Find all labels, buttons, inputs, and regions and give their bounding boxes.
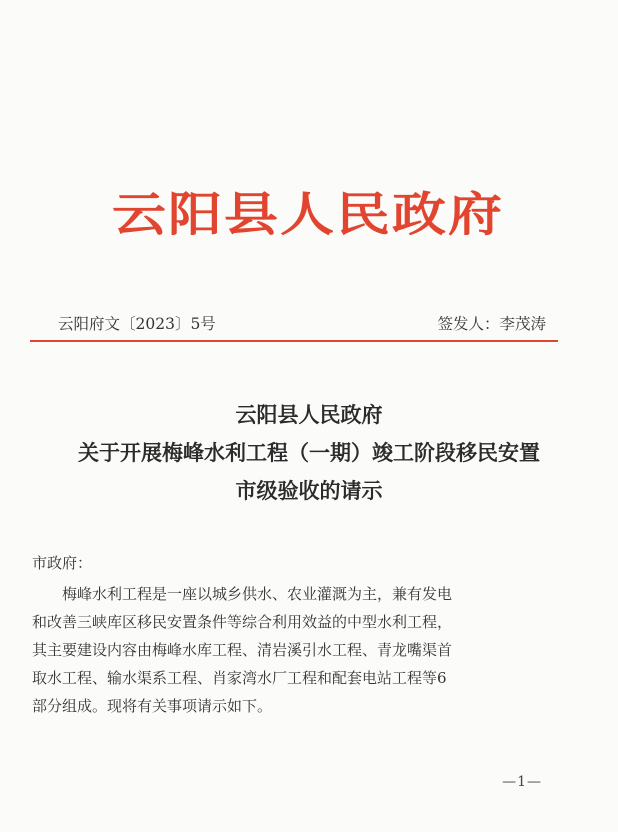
body-line: 和改善三峡库区移民安置条件等综合利用效益的中型水利工程，: [32, 613, 453, 631]
body-line: 其主要建设内容由梅峰水库工程、清岩溪引水工程、青龙嘴渠首: [32, 641, 453, 659]
addressee: 市政府：: [32, 554, 93, 572]
body-line: 取水工程、输水渠系工程、肖家湾水厂工程和配套电站工程等6: [32, 669, 447, 687]
body-line: 梅峰水利工程是一座以城乡供水、农业灌溉为主，兼有发电: [62, 585, 453, 603]
red-divider-line: [30, 340, 558, 342]
page-number: —1—: [502, 774, 542, 790]
title-line-2: 关于开展梅峰水利工程（一期）竣工阶段移民安置: [78, 440, 540, 465]
masthead-title: 云阳县人民政府: [112, 186, 504, 242]
signer: 签发人：李茂涛: [437, 315, 546, 333]
body-line: 部分组成。现将有关事项请示如下。: [32, 697, 273, 715]
title-line-1: 云阳县人民政府: [235, 402, 383, 427]
document-number: 云阳府文〔2023〕5号: [58, 315, 216, 333]
body-paragraph: [32, 580, 588, 720]
title-line-3: 市级验收的请示: [235, 478, 383, 503]
document-title: [20, 396, 598, 510]
